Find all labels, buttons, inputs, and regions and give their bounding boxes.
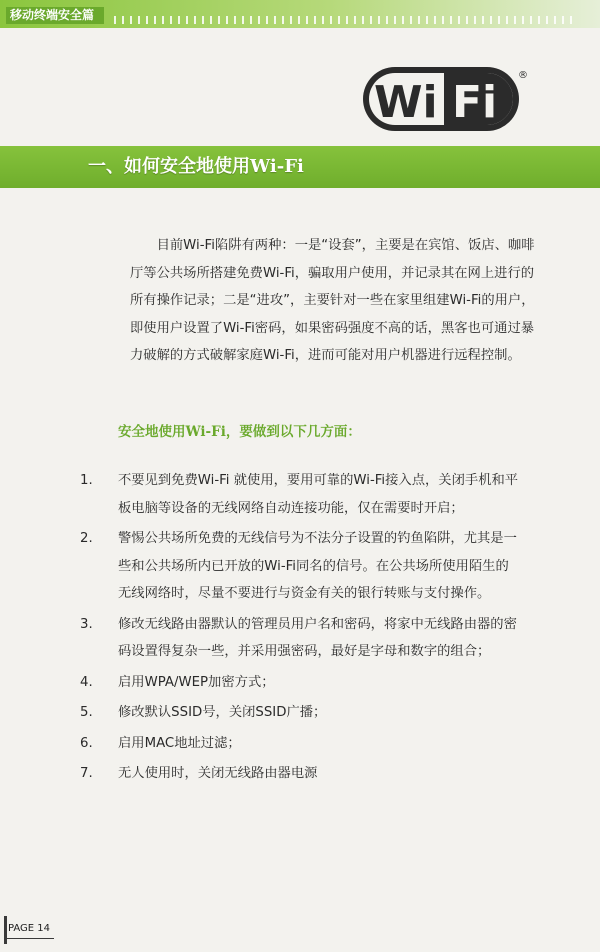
header-tick <box>378 16 380 24</box>
header-tick <box>138 16 140 24</box>
footer-bar <box>4 916 7 944</box>
list-item <box>0 525 600 608</box>
header-tick <box>242 16 244 24</box>
list-item-text: 修改默认SSID号，关闭SSID广播； <box>118 705 327 720</box>
list-item-text: 启用MAC地址过滤； <box>118 735 241 751</box>
footer-line <box>4 938 54 939</box>
header-tick <box>282 16 284 24</box>
header-tick <box>426 16 428 24</box>
section-title: 一、如何安全地使用Wi-Fi <box>88 156 304 177</box>
intro-paragraph: 目前Wi-Fi陷阱有两种：一是“设套”，主要是在宾馆、饭店、咖啡厅等公共场所搭建免费Wi-Fi，骗取用户使用，并记录其在网上进行的所有操作记录；二是“进攻”，主要针对一些在家里组建Wi-Fi的用户，即使用户设置了Wi-Fi密码，如果密码强度不高的话，黑客也可通过暴力破解的方式破解家庭Wi-Fi，进而可能对用户机器进行远程控制。 <box>130 238 535 363</box>
header-tick <box>170 16 172 24</box>
header-ticks <box>114 16 594 22</box>
header-tick <box>250 16 252 24</box>
header-tick <box>202 16 204 24</box>
list-item-number: 5. <box>80 705 93 720</box>
header-band <box>0 0 600 28</box>
page-footer <box>4 916 50 939</box>
tips-list <box>0 467 600 791</box>
header-tick <box>538 16 540 24</box>
header-tick <box>338 16 340 24</box>
header-tick <box>410 16 412 24</box>
list-item <box>0 760 600 788</box>
header-tick <box>306 16 308 24</box>
list-item <box>0 730 600 758</box>
header-tick <box>442 16 444 24</box>
wifi-logo-fi: Fi <box>452 77 498 128</box>
wifi-logo <box>360 64 532 138</box>
header-tick <box>522 16 524 24</box>
header-tick <box>330 16 332 24</box>
list-item-number: 7. <box>80 766 93 781</box>
header-tick <box>418 16 420 24</box>
header-tick <box>546 16 548 24</box>
header-tick <box>266 16 268 24</box>
header-tick <box>570 16 572 24</box>
list-item <box>0 669 600 697</box>
header-tick <box>322 16 324 24</box>
list-item <box>0 699 600 727</box>
header-tick <box>258 16 260 24</box>
header-tick <box>402 16 404 24</box>
list-item-text: 启用WPA/WEP加密方式； <box>118 674 275 690</box>
header-tick <box>498 16 500 24</box>
header-tick <box>298 16 300 24</box>
header-tick <box>178 16 180 24</box>
header-tick <box>362 16 364 24</box>
header-tick <box>186 16 188 24</box>
header-tick <box>482 16 484 24</box>
subheading: 安全地使用Wi-Fi，要做到以下几方面： <box>118 424 361 440</box>
header-tick <box>370 16 372 24</box>
list-item <box>0 467 600 522</box>
wifi-logo-wi: Wi <box>374 77 438 128</box>
header-tick <box>490 16 492 24</box>
header-tick <box>114 16 116 24</box>
header-tick <box>514 16 516 24</box>
header-tick <box>210 16 212 24</box>
header-tick <box>466 16 468 24</box>
header-tick <box>290 16 292 24</box>
header-tick <box>122 16 124 24</box>
header-tick <box>146 16 148 24</box>
list-item-number: 2. <box>80 531 93 546</box>
header-tick <box>226 16 228 24</box>
list-item-text: 无人使用时，关闭无线路由器电源 <box>118 766 318 781</box>
header-tick <box>154 16 156 24</box>
header-tag: 移动终端安全篇 <box>6 7 104 24</box>
list-item-number: 4. <box>80 674 93 690</box>
registered-mark: ® <box>518 70 528 81</box>
header-tick <box>346 16 348 24</box>
header-tick <box>458 16 460 24</box>
list-item-text: 不要见到免费Wi-Fi 就使用，要用可靠的Wi-Fi接入点，关闭手机和平板电脑等设备的无线网络自动连接功能，仅在需要时开启； <box>118 473 519 516</box>
header-tick <box>434 16 436 24</box>
section-band <box>0 146 600 188</box>
header-tick <box>506 16 508 24</box>
header-tick <box>450 16 452 24</box>
header-tick <box>562 16 564 24</box>
header-tick <box>218 16 220 24</box>
header-tick <box>474 16 476 24</box>
header-tick <box>274 16 276 24</box>
header-tick <box>554 16 556 24</box>
header-tick <box>234 16 236 24</box>
list-item-number: 3. <box>80 616 93 632</box>
header-tick <box>194 16 196 24</box>
header-tick <box>530 16 532 24</box>
list-item-number: 6. <box>80 735 93 751</box>
header-tick <box>162 16 164 24</box>
list-item-text: 修改无线路由器默认的管理员用户名和密码，将家中无线路由器的密码设置得复杂一些，并采用强密码，最好是字母和数字的组合； <box>118 616 517 659</box>
header-tick <box>386 16 388 24</box>
header-tick <box>394 16 396 24</box>
list-item-text: 警惕公共场所免费的无线信号为不法分子设置的钓鱼陷阱，尤其是一些和公共场所内已开放的Wi-Fi同名的信号。在公共场所使用陌生的无线网络时，尽量不要进行与资金有关的银行转账与支付操作。 <box>118 531 517 601</box>
header-tick <box>130 16 132 24</box>
header-tick <box>354 16 356 24</box>
page-number: PAGE 14 <box>8 923 51 934</box>
list-item-number: 1. <box>80 473 93 488</box>
header-tick <box>314 16 316 24</box>
list-item <box>0 611 600 666</box>
